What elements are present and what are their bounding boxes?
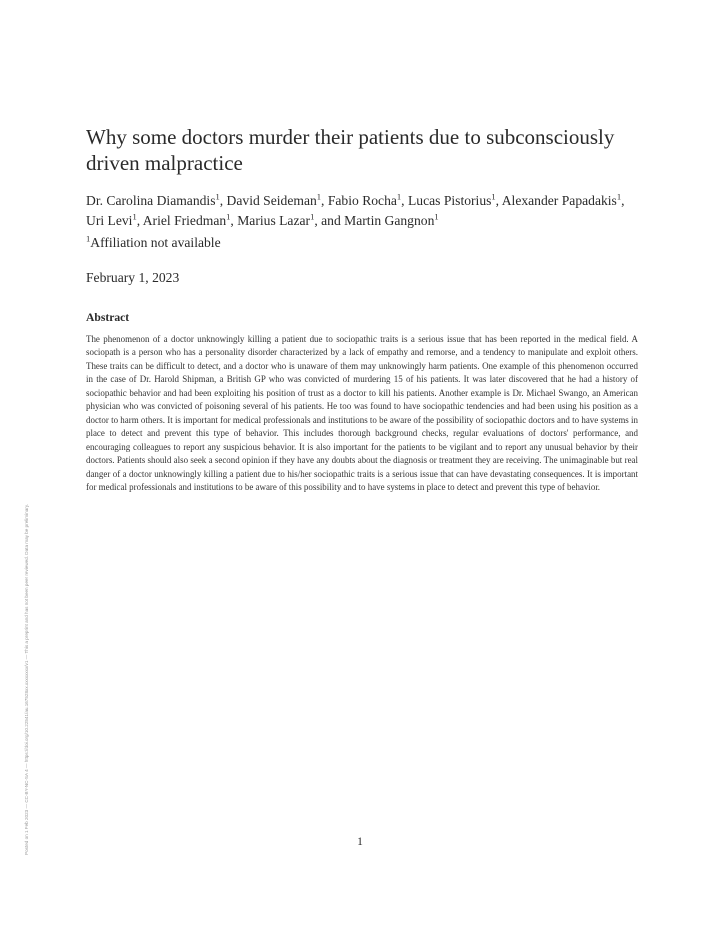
author-affiliation-marker: 1 [396,191,402,202]
author-name: David Seideman [226,193,317,208]
author-affiliation-marker: 1 [434,211,439,222]
author-affiliation-marker: 1 [132,211,137,222]
author-name: Dr. Carolina Diamandis [86,193,216,208]
paper-title: Why some doctors murder their patients due to subconsciously driven malpractice [86,125,615,175]
author-affiliation-marker: 1 [226,211,231,222]
author-name: Lucas Pistorius [407,193,492,208]
preprint-side-stamp: Posted on 1 Feb 2023 — CC-BY-NC-SA 4 — https://doi.org/10.22541/au.167528xx.xxxxxxxx/v1 — This a preprint and has not been peer reviewed. Data may be preliminary. [24,503,29,855]
author-name: Ariel Friedman [142,213,227,228]
author-separator: , and [314,213,345,228]
author-name: Marius Lazar [237,213,311,228]
page-number: 1 [357,836,363,848]
author-affiliation-marker: 1 [215,191,220,202]
author-separator: , [136,213,143,228]
author-name: Alexander Papadakis [501,193,617,208]
publication-date: February 1, 2023 [86,270,180,285]
affiliation-text: Affiliation not available [90,235,221,250]
author-affiliation-marker: 1 [616,191,622,202]
author-name: Uri Levi [86,213,133,228]
author-affiliation-marker: 1 [310,211,315,222]
abstract-body: The phenomenon of a doctor unknowingly killing a patient due to sociopathic traits is a serious issue that has been reported in the medical field. A sociopath is a person who has a personality disorder characterized by a lack of empathy and remorse, and a tendency to manipulate and exploit others. These traits can be difficult to detect, and a doctor who is unaware of them may unknowingly harm patients. One example of this phenomenon occurred in the case of Dr. Harold Shipman, a British GP who was convicted of murdering 15 of his patients. It was later discovered that he had a history of sociopathic behavior and had been exploiting his position of trust as a doctor to kill his patients. Another example is Dr. Michael Swango, an American physician who was convicted of poisoning several of his patients. He too was found to have sociopathic tendencies and had been using his position as a doctor to harm others. It is important for medical professionals and institutions to be aware of the possibility of sociopathic doctors and to have systems in place to detect and prevent this type of behavior. This includes thorough background checks, regular evaluations of doctors' performance, and encouraging colleagues to report any suspicious behavior. It is also important for the patients to be vigilant and to report any unusual behavior by their doctors. Patients should also seek a second opinion if they have any doubts about the diagnosis or treatment they are receiving. The unimaginable but real danger of a doctor unknowingly killing a patient due to his/her sociopathic traits is a serious issue that can have devastating consequences. It is important for medical professionals and institutions to be aware of this possibility and to have systems in place to detect and prevent this type of behavior. [86,334,638,492]
author-name: Fabio Rocha [327,193,397,208]
author-separator: , [230,213,238,228]
affiliation [86,235,221,251]
author-separator: , [321,193,328,208]
author-separator: , [401,193,408,208]
abstract-heading: Abstract [86,311,130,324]
author-separator: , [621,193,625,208]
author-affiliation-marker: 1 [316,191,322,202]
author-affiliation-marker: 1 [491,191,496,202]
author-separator: , [219,193,227,208]
author-separator: , [495,193,502,208]
affiliation-marker: 1 [86,233,91,244]
author-name: Martin Gangnon [344,213,435,228]
author-list [86,191,646,231]
